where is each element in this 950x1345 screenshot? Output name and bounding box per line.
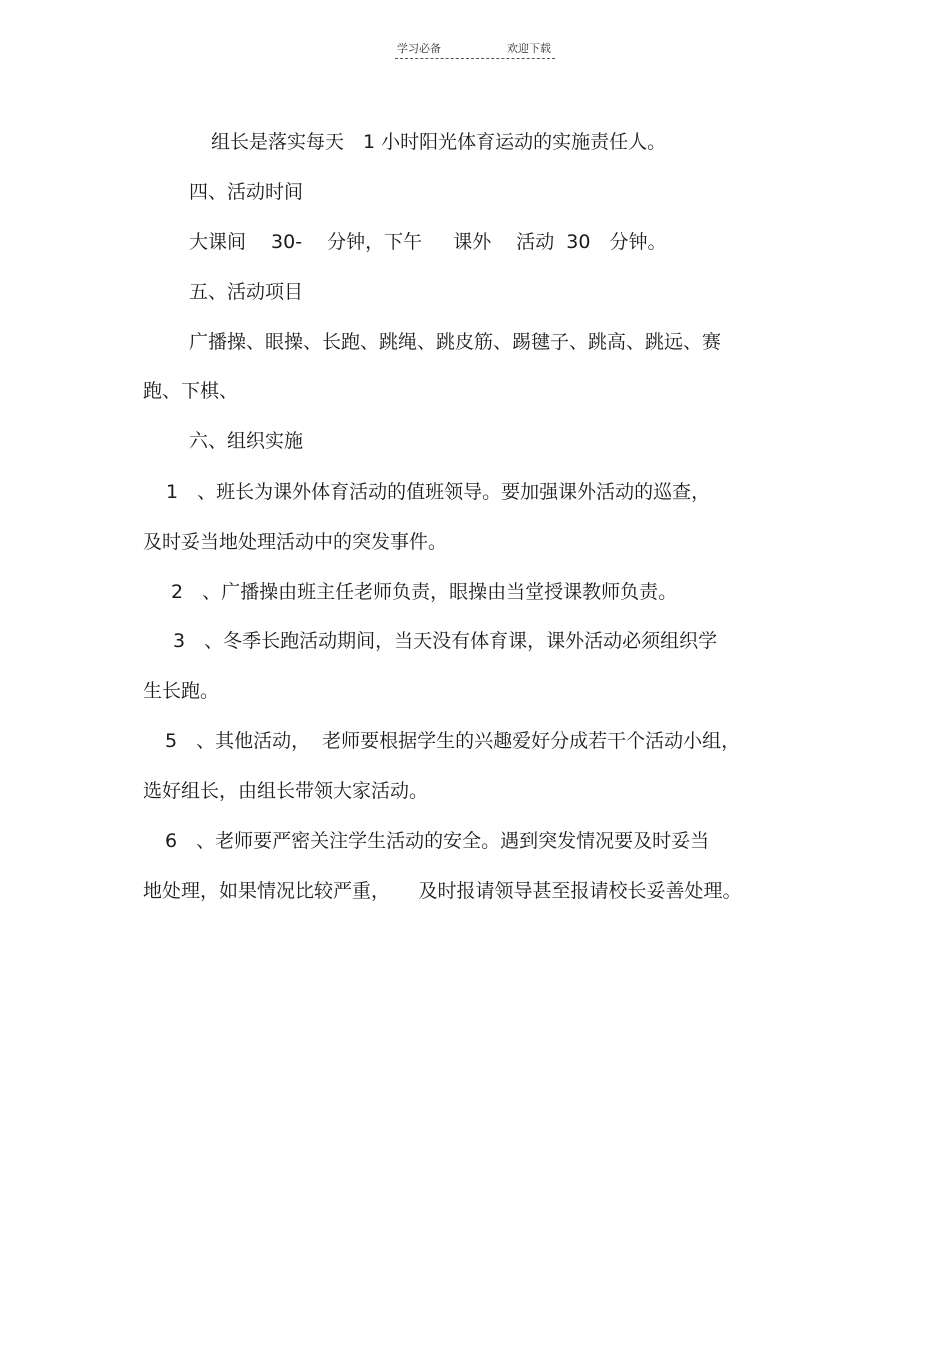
- body-line: 跑、下棋、: [143, 380, 239, 402]
- body-line: 大课间 30- 分钟，下午 课外 活动 30 分钟。: [189, 231, 667, 253]
- list-item: 1 、班长为课外体育活动的值班领导。要加强课外活动的巡查，: [166, 481, 711, 503]
- header-right-text: 欢迎下载: [507, 42, 551, 55]
- list-item: 6 、老师要严密关注学生活动的安全。遇到突发情况要及时妥当: [165, 830, 710, 852]
- list-item: 2 、广播操由班主任老师负责，眼操由当堂授课教师负责。: [171, 581, 678, 603]
- body-line: 生长跑。: [143, 680, 220, 702]
- page-header: [395, 40, 555, 59]
- header-left-text: 学习必备: [397, 42, 441, 55]
- section-heading: 六、组织实施: [189, 430, 304, 452]
- section-heading: 五、活动项目: [189, 281, 304, 303]
- body-line: 组长是落实每天 1 小时阳光体育运动的实施责任人。: [211, 131, 667, 153]
- body-line: 地处理，如果情况比较严重， 及时报请领导甚至报请校长妥善处理。: [143, 880, 742, 902]
- body-line: 选好组长，由组长带领大家活动。: [143, 780, 429, 802]
- list-item: 5 、其他活动， 老师要根据学生的兴趣爱好分成若干个活动小组，: [165, 730, 741, 752]
- list-item: 3 、冬季长跑活动期间，当天没有体育课，课外活动必须组织学: [173, 630, 718, 652]
- section-heading: 四、活动时间: [189, 181, 304, 203]
- body-line: 广播操、眼操、长跑、跳绳、跳皮筋、踢毽子、跳高、跳远、赛: [189, 331, 722, 353]
- body-line: 及时妥当地处理活动中的突发事件。: [143, 531, 448, 553]
